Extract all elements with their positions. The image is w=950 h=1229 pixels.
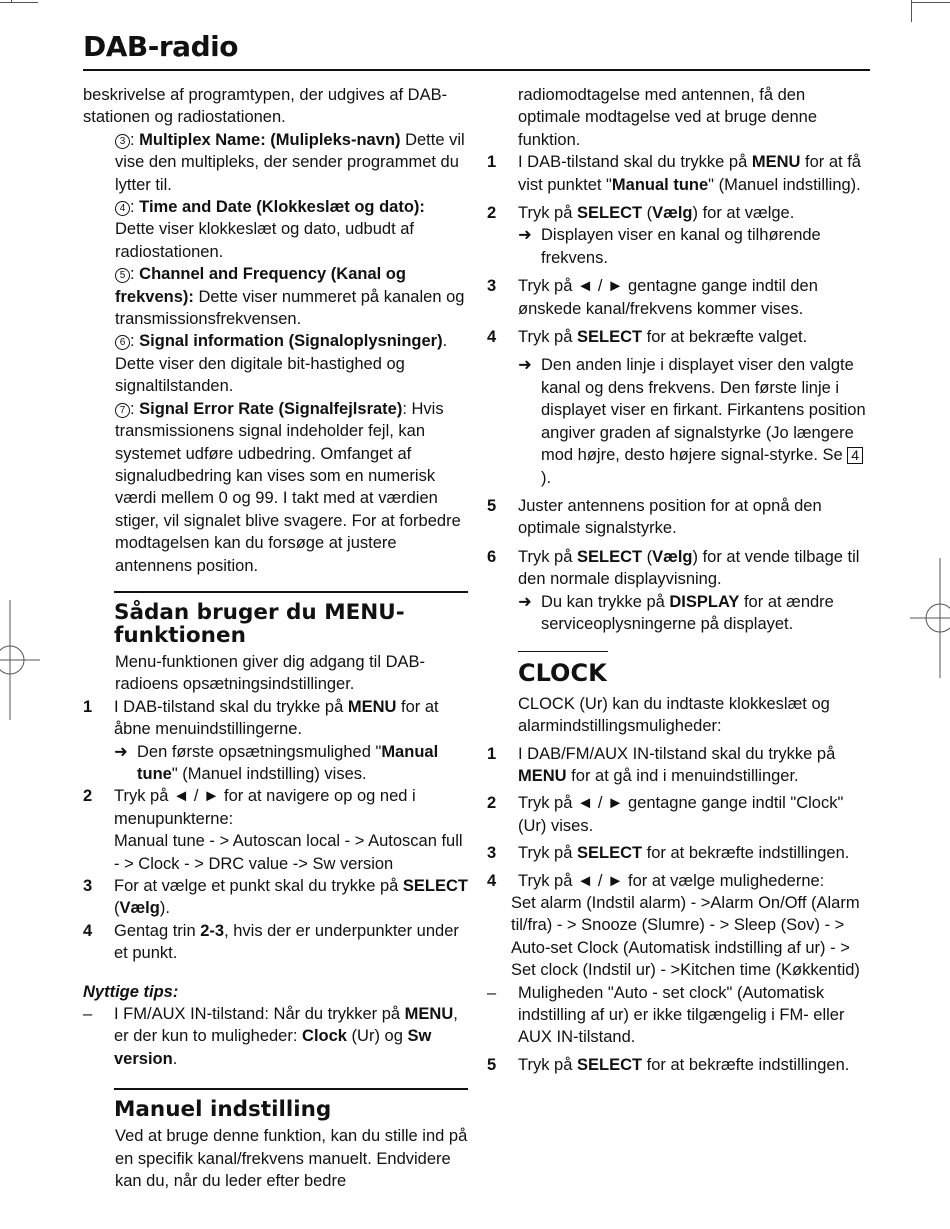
continued-paragraph: radiomodtagelse med antennen, få den optimale modtagelse ved at bruge denne funktion. <box>518 86 818 149</box>
manual-section-heading: Manuel indstilling <box>114 1097 332 1123</box>
menu-step <box>83 696 468 786</box>
step-range: 2-3 <box>200 921 225 940</box>
step-text: , hvis der er underpunkter under et punkt. <box>114 921 459 963</box>
step-text: for at bekræfte valget. <box>642 328 808 347</box>
registration-mark-left <box>0 600 42 720</box>
tip-text: (Ur) og <box>346 1027 408 1046</box>
key-name: Vælg <box>652 547 693 566</box>
step-text: for at bekræfte indstillingen. <box>642 1055 850 1074</box>
menu-step <box>83 920 468 965</box>
info-item-text: Dette viser nummeret på kanalen og transmissionsfrekvensen. <box>115 287 465 329</box>
step-number: 4 <box>487 328 497 347</box>
page-title: DAB-radio <box>83 30 238 63</box>
tip-text: I FM/AUX IN-tilstand: Når du trykker på <box>114 1005 405 1024</box>
step-number: 2 <box>83 787 93 806</box>
step-number: 3 <box>487 844 497 863</box>
step-text: for at få vist punktet " <box>518 153 861 194</box>
info-item-title: Signal Error Rate (Signalfejlsrate) <box>139 399 403 418</box>
info-item-title: Signal information (Signaloplysninger) <box>139 332 443 351</box>
manual-section-intro: Ved at bruge denne funktion, kan du stille ind på en specifik kanal/frekvens manuelt. Endvidere kan du, når du leder efter bedre <box>115 1127 468 1191</box>
result-note <box>518 354 872 488</box>
result-note <box>114 741 468 786</box>
tips-heading: Nyttige tips: <box>83 982 179 1001</box>
circled-number: 4 <box>115 201 130 216</box>
tip-text: . <box>172 1049 178 1068</box>
step-number: 1 <box>83 697 93 716</box>
note-text: Den første opsætningsmulighed " <box>137 742 382 761</box>
crop-mark-top-right <box>912 2 950 3</box>
arrow-icon: ➜ <box>518 356 532 375</box>
step-text: Tryk på <box>518 328 577 347</box>
key-name: SELECT <box>576 204 643 223</box>
step-number: 1 <box>487 153 497 172</box>
manual-step <box>487 202 872 269</box>
step-number: 4 <box>487 871 497 890</box>
info-item-title: Multiplex Name: (Mulipleks-navn) <box>139 130 401 149</box>
menu-sequence: Manual tune - > Autoscan local - > Autoscan full - > Clock - > DRC value -> Sw version <box>114 832 463 873</box>
manual-step <box>487 275 872 320</box>
section-divider <box>114 591 468 593</box>
clock-step <box>487 743 872 788</box>
step-text: I DAB-tilstand skal du trykke på <box>518 153 752 172</box>
info-item-text: : Hvis transmissionens signal indeholder fejl, kan systemet udføre udbedring. Omfanget af signaludbedring kan vises som en numerisk værdi mellem 0 og 99. I takt med at værdien stiger, vil signalet blive svagere. For at forbedre modtagelsen kan du forsøge at justere antennens position. <box>115 399 461 575</box>
step-text: for at bekræfte indstillingen. <box>642 844 850 863</box>
result-note <box>518 224 872 269</box>
key-name: SELECT <box>576 547 643 566</box>
intro-paragraph: beskrivelse af programtypen, der udgives af DAB-stationen og radiostationen. <box>83 86 448 127</box>
arrow-icon: ➜ <box>518 226 532 245</box>
step-text: Gentag trin <box>114 921 201 940</box>
step-text: Tryk på <box>518 204 577 223</box>
step-text: I DAB/FM/AUX IN-tilstand skal du trykke på <box>518 744 836 763</box>
info-item-text: . Dette viser den digitale bit-hastighed og signaltilstanden. <box>115 332 448 396</box>
step-number: 2 <box>487 204 497 223</box>
step-text: ). <box>159 899 170 918</box>
option-name: Sw version <box>114 1027 432 1068</box>
step-text: Tryk på ◄ / ► for at vælge mulighederne: <box>518 871 825 890</box>
key-name: SELECT <box>576 1055 643 1074</box>
info-item: 3 : Multiplex Name: (Mulipleks-navn) Dette vil vise den multipleks, der sender programmet du lytter til. <box>115 130 465 194</box>
step-text: For at vælge et punkt skal du trykke på <box>114 877 403 895</box>
key-name: SELECT <box>576 844 643 863</box>
step-number: 3 <box>83 877 93 895</box>
note-text: Muligheden "Auto - set clock" (Automatisk indstilling af ur) er ikke tilgængelig i FM- eller AUX IN-tilstand. <box>518 983 845 1047</box>
step-text: ) for at vende tilbage til den normale displayvisning. <box>518 547 860 589</box>
step-text: ) for at vælge. <box>692 204 795 223</box>
step-text: ( <box>642 547 653 566</box>
step-text: for at gå ind i menuindstillinger. <box>566 766 799 785</box>
note-text: " (Manuel indstilling) vises. <box>171 764 367 783</box>
info-item: 4 : Time and Date (Klokkeslæt og dato): Dette viser klokkeslæt og dato, udbudt af radiostationen. <box>115 198 425 261</box>
title-divider <box>83 69 870 71</box>
clock-step <box>487 870 872 892</box>
crop-mark-top-left-v <box>11 0 12 2</box>
note-text: Den anden linje i displayet viser den valgte kanal og dens frekvens. Den første linje i displayet viser en firkant. Firkantens position angiver graden af signalstyrke (Jo længere mod højre, desto højere signal-styrke. Se <box>541 356 866 465</box>
key-name: DISPLAY <box>669 592 740 611</box>
step-number: 4 <box>83 921 93 940</box>
key-name: MENU <box>347 697 397 716</box>
crop-mark-top-left <box>0 2 38 3</box>
step-number: 3 <box>487 277 497 296</box>
manual-step <box>487 546 872 636</box>
clock-step <box>487 1054 872 1076</box>
option-name: Clock <box>302 1027 347 1046</box>
step-text: Tryk på ◄ / ► for at navigere op og ned i menupunkterne: <box>114 787 416 828</box>
info-item-title: Time and Date (Klokkeslæt og dato): <box>139 198 425 217</box>
info-item-text: Dette vil vise den multipleks, der sender programmet du lytter til. <box>115 130 465 194</box>
menu-step <box>83 785 468 875</box>
info-item: 6 : Signal information (Signaloplysninger). Dette viser den digitale bit-hastighed og signaltilstanden. <box>115 332 448 396</box>
arrow-icon: ➜ <box>114 742 128 761</box>
clock-intro: CLOCK (Ur) kan du indtaste klokkeslæt og alarmindstillingsmuligheder: <box>518 694 830 736</box>
step-text: for at åbne menuindstillingerne. <box>114 697 439 739</box>
key-name: MENU <box>751 153 801 172</box>
menu-section-heading: Sådan bruger du MENU-funktionen <box>114 599 405 648</box>
key-name: MENU <box>518 766 567 785</box>
info-item-text: Dette viser klokkeslæt og dato, udbudt af radiostationen. <box>115 220 414 261</box>
step-text: Tryk på <box>518 1055 577 1074</box>
info-item-title: Channel and Frequency (Kanal og frekvens): <box>115 265 406 306</box>
note-text: Displayen viser en kanal og tilhørende frekvens. <box>541 226 821 267</box>
step-number: 5 <box>487 496 497 515</box>
manual-step <box>487 151 872 196</box>
step-text: " (Manuel indstilling). <box>708 175 861 194</box>
circled-number: 7 <box>115 403 130 418</box>
info-item: 5 : Channel and Frequency (Kanal og frekvens): Dette viser nummeret på kanalen og transmissionsfrekvensen. <box>115 265 465 329</box>
step-text: Tryk på ◄ / ► gentagne gange indtil "Clock" (Ur) vises. <box>518 794 844 835</box>
step-number: 6 <box>487 547 497 566</box>
note-text: Du kan trykke på <box>541 592 670 611</box>
clock-note <box>487 982 872 1049</box>
crop-mark-top-right-v <box>911 0 912 22</box>
step-number: 5 <box>487 1055 497 1074</box>
tip-text: , er der kun to muligheder: <box>114 1005 458 1046</box>
note-text: for at ændre serviceoplysningerne på displayet. <box>541 592 834 633</box>
circled-number: 6 <box>115 335 130 350</box>
step-text: Juster antennens position for at opnå den optimale signalstyrke. <box>518 496 822 538</box>
step-number: 1 <box>487 744 497 763</box>
clock-step <box>487 792 872 837</box>
section-divider <box>114 1088 468 1090</box>
step-text: Tryk på ◄ / ► gentagne gange indtil den ønskede kanal/frekvens kommer vises. <box>518 277 818 318</box>
circled-number: 5 <box>115 268 130 283</box>
option-name: Manual tune <box>137 742 439 783</box>
circled-number: 3 <box>115 134 130 149</box>
registration-mark-right <box>910 558 950 678</box>
left-column <box>83 84 468 1192</box>
step-text: ( <box>642 204 653 223</box>
step-text: Tryk på <box>518 844 577 863</box>
info-item: 7 : Signal Error Rate (Signalfejlsrate): Hvis transmissionens signal indeholder fejl, kan systemet udføre udbedring. Omfanget af signaludbedring kan vises som en numerisk værdi mellem 0 og 99. I takt med at værdien stiger, vil signalet blive svagere. For at forbedre modtagelsen kan du forsøge at justere antennens position. <box>115 399 461 575</box>
dash-marker: – <box>487 983 497 1002</box>
key-name: Vælg <box>652 204 693 223</box>
result-note <box>518 591 872 636</box>
clock-section-heading: CLOCK <box>518 659 607 688</box>
key-name: SELECT <box>402 877 468 895</box>
section-divider <box>518 651 608 652</box>
tip-item <box>83 1003 468 1070</box>
clock-step <box>487 842 872 864</box>
manual-step <box>487 326 872 489</box>
step-text: ( <box>114 899 120 918</box>
note-text: ). <box>541 468 552 487</box>
figure-reference: 4 <box>847 447 863 464</box>
arrow-icon: ➜ <box>518 592 532 611</box>
option-name: Manual tune <box>611 175 709 194</box>
clock-option-sequence: Set alarm (Indstil alarm) - >Alarm On/Off (Alarm til/fra) - > Snooze (Slumre) - > Sleep (Sov) - > Auto-set Clock (Automatisk indstilling af ur) - > Set clock (Indstil ur) - >Kitchen time (Køkkentid) <box>511 894 860 980</box>
menu-section-intro: Menu-funktionen giver dig adgang til DAB-radioens opsætningsindstillinger. <box>115 652 426 694</box>
menu-step <box>83 875 468 920</box>
step-text: Tryk på <box>518 547 577 566</box>
right-column <box>487 84 872 1076</box>
key-name: MENU <box>404 1005 454 1024</box>
key-name: SELECT <box>576 328 643 347</box>
step-number: 2 <box>487 794 497 813</box>
manual-step <box>487 495 872 540</box>
dash-marker: – <box>83 1005 93 1024</box>
key-name: Vælg <box>119 899 160 918</box>
step-text: I DAB-tilstand skal du trykke på <box>114 697 348 716</box>
